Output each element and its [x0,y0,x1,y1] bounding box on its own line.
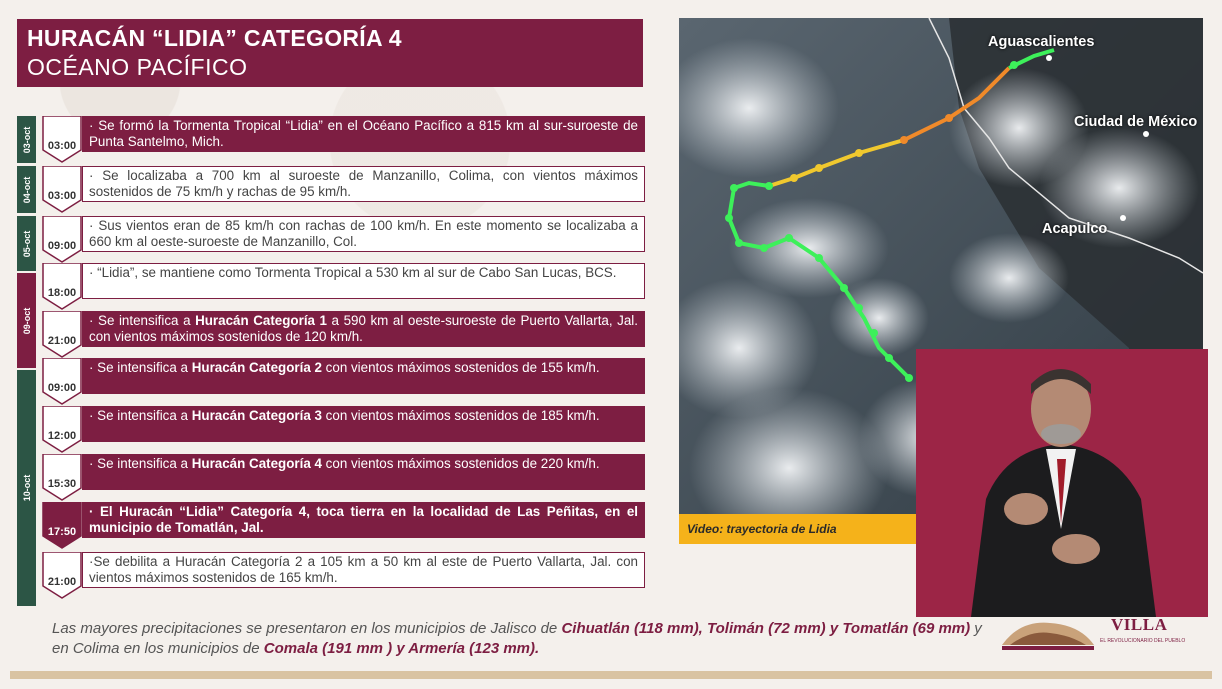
precipitation-summary: Las mayores precipitaciones se presentaron en los municipios de Jalisco de Cihuatlán (118 mm), Tolimán (72 mm) y Tomatlán (69 mm) y en Colima en los municipios de Comala (191 mm ) y Armería (123 mm). [52,620,982,657]
event-time: 21:00 [47,576,77,588]
timeline-event [42,454,645,492]
event-text: · Se intensifica a Huracán Categoría 2 con vientos máximos sostenidos de 155 km/h. [82,358,645,394]
page-subtitle: OCÉANO PACÍFICO [27,54,248,80]
timeline-event [42,116,645,154]
timeline-event [42,358,645,396]
event-time: 12:00 [47,430,77,442]
event-text: · Sus vientos eran de 85 km/h con rachas de 100 km/h. En este momento se localizaba a 660 km al oeste-suroeste de Manzanillo, Col. [82,216,645,252]
event-text: · Se intensifica a Huracán Categoría 1 a 590 km al oeste-suroeste de Puerto Vallarta, Jal. con vientos máximos sostenidos de 120 km/h. [82,311,645,347]
event-time: 03:00 [47,190,77,202]
event-text: · Se intensifica a Huracán Categoría 4 con vientos máximos sostenidos de 220 km/h. [82,454,645,490]
event-text: · El Huracán “Lidia” Categoría 4, toca tierra en la localidad de Las Peñitas, en el municipio de Tomatlán, Jal. [82,502,645,538]
timeline-event [42,552,645,590]
timeline-event [42,263,645,301]
event-text: ·Se debilita a Huracán Categoría 2 a 105 km a 50 km al este de Puerto Vallarta, Jal. con vientos máximos sostenidos de 165 km/h. [82,552,645,588]
timeline-event [42,311,645,349]
logo-tagline: EL REVOLUCIONARIO DEL PUEBLO [1100,638,1186,644]
interpreter-figure [916,349,1208,617]
government-logo-icon [1000,615,1096,655]
event-time: 09:00 [47,382,77,394]
date-bar-04-oct: 04-oct [17,166,36,213]
timeline-event [42,216,645,254]
timeline-event [42,406,645,444]
date-bar-10-oct: 10-oct [17,370,36,606]
city-label-ciudad-de-mexico: Ciudad de México [1074,114,1198,130]
page-title: HURACÁN “LIDIA” CATEGORÍA 4 [27,25,402,51]
event-text: · Se formó la Tormenta Tropical “Lidia” en el Océano Pacífico a 815 km al sur-suroeste de Punta Santelmo, Mich. [82,116,645,152]
event-time: 09:00 [47,240,77,252]
event-text: · Se localizaba a 700 km al suroeste de Manzanillo, Colima, con vientos máximos sostenidos de 75 km/h y rachas de 95 km/h. [82,166,645,202]
timeline-event [42,166,645,204]
bottom-strip [10,671,1212,679]
event-time: 15:30 [47,478,77,490]
title-banner [17,19,643,87]
city-label-acapulco: Acapulco [1042,221,1108,237]
city-label-aguascalientes: Aguascalientes [988,34,1095,50]
logo-wordmark: VILLA [1111,615,1168,634]
map-caption: Video: trayectoria de Lidia [679,514,916,544]
event-time: 17:50 [47,526,77,538]
timeline-event [42,502,645,540]
event-time: 21:00 [47,335,77,347]
date-bar-03-oct: 03-oct [17,116,36,163]
date-bar-09-oct: 09-oct [17,273,36,368]
event-time: 03:00 [47,140,77,152]
event-text: · “Lidia”, se mantiene como Tormenta Tropical a 530 km al sur de Cabo San Lucas, BCS. [82,263,645,299]
date-bar-05-oct: 05-oct [17,216,36,271]
event-text: · Se intensifica a Huracán Categoría 3 con vientos máximos sostenidos de 185 km/h. [82,406,645,442]
event-time: 18:00 [47,287,77,299]
sign-language-interpreter-video [916,349,1208,617]
